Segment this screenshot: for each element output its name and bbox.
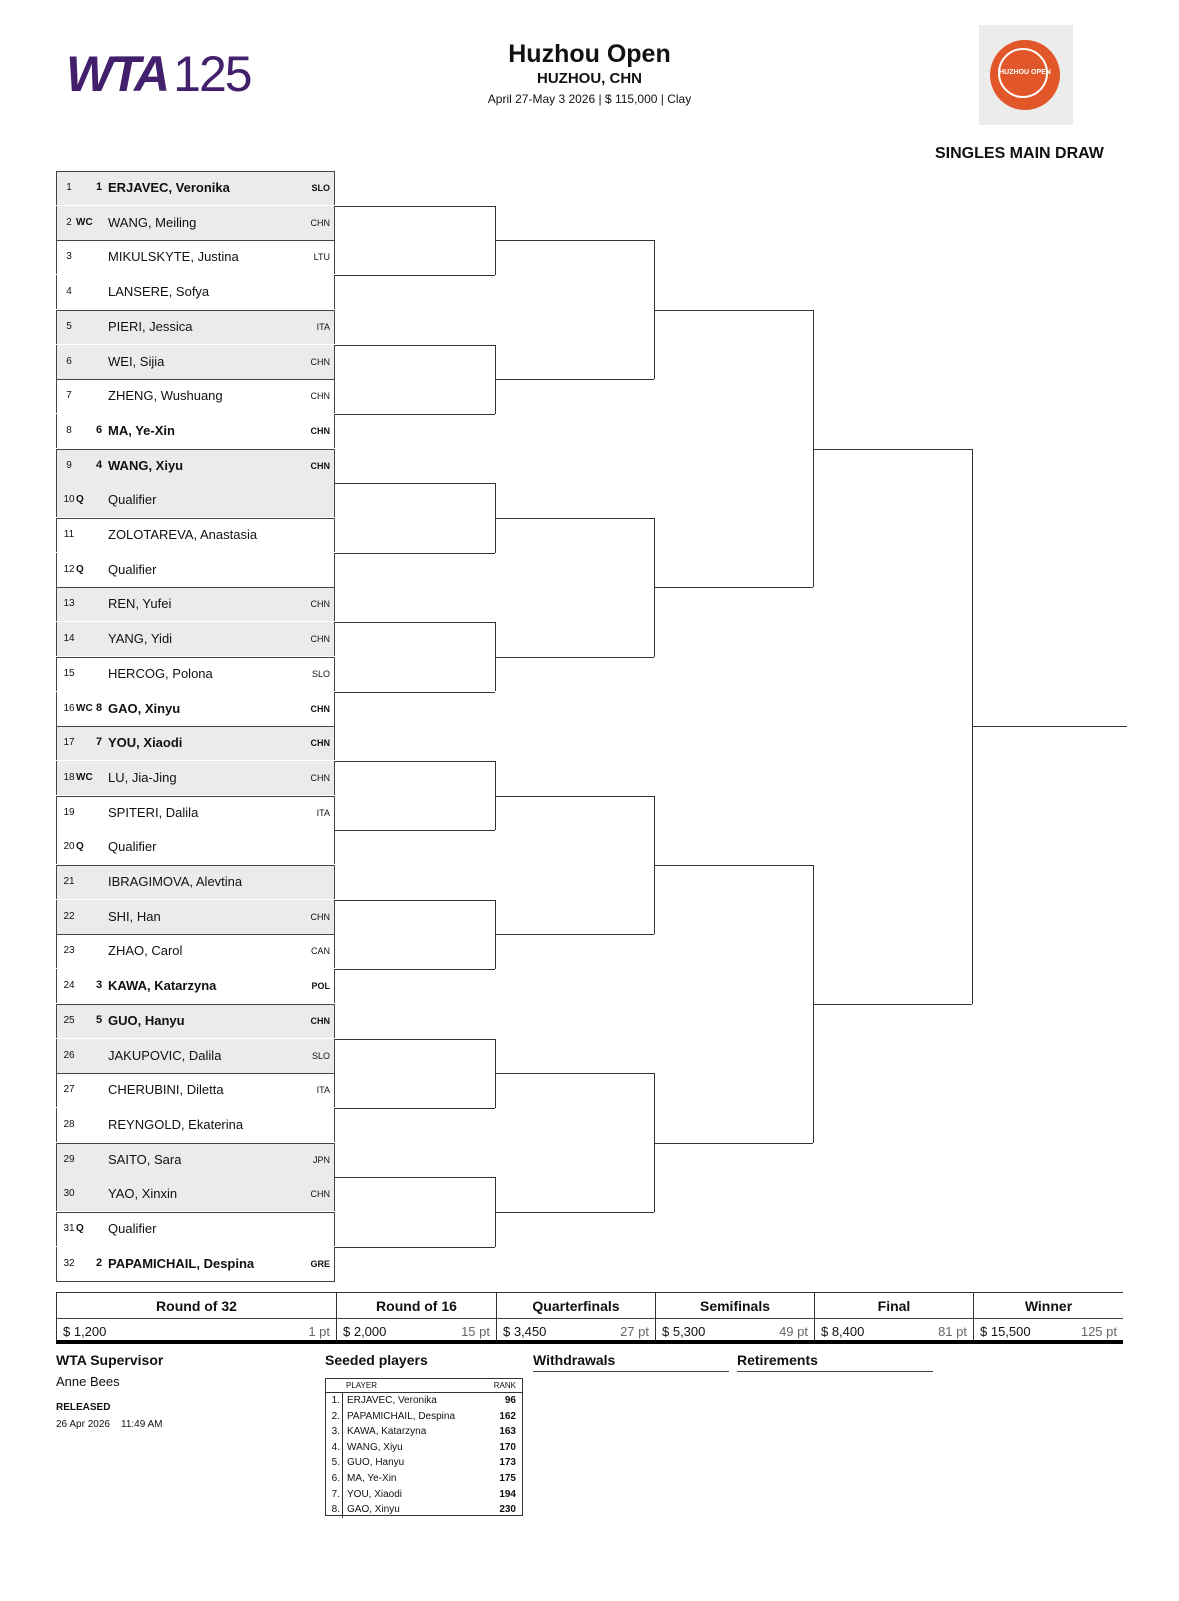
draw-position: 4 <box>66 286 72 298</box>
player-name: REN, Yufei <box>108 596 172 612</box>
draw-position: 29 <box>63 1153 75 1165</box>
player-nationality: POL <box>311 981 330 992</box>
pair-divider <box>56 1212 335 1213</box>
entry-status: WC <box>76 216 93 228</box>
player-name: SHI, Han <box>108 908 161 924</box>
draw-position: 14 <box>63 633 75 645</box>
player-name: JAKUPOVIC, Dalila <box>108 1047 222 1063</box>
seed-player-name: WANG, Xiyu <box>347 1441 403 1453</box>
round-name: Quarterfinals <box>532 1298 620 1314</box>
entry-status: WC <box>76 702 93 714</box>
player-name: SAITO, Sara <box>108 1151 182 1167</box>
seed-separator <box>342 1471 343 1487</box>
entry-status: Q <box>76 841 84 853</box>
seed-row <box>326 1487 522 1503</box>
player-name: Qualifier <box>108 492 157 508</box>
draw-position: 18 <box>63 771 75 783</box>
player-nationality: CHN <box>310 460 330 471</box>
bracket-line <box>335 414 495 415</box>
player-nationality: LTU <box>313 252 330 263</box>
bracket-line <box>335 206 495 207</box>
seed-row <box>326 1424 522 1440</box>
seed-player-rank: 170 <box>499 1441 516 1453</box>
seed-separator <box>342 1393 343 1409</box>
prize-money: $ 2,000 <box>343 1324 387 1339</box>
bracket-line <box>335 1247 495 1248</box>
draw-slot <box>56 483 335 517</box>
player-name: Qualifier <box>108 1221 157 1236</box>
ranking-points: 1 pt <box>308 1324 330 1339</box>
seeded-players-table <box>325 1378 523 1516</box>
player-name: IBRAGIMOVA, Alevtina <box>108 874 243 889</box>
seed-player-rank: 173 <box>499 1457 516 1469</box>
draw-slot <box>56 518 335 552</box>
seed-number: 4 <box>96 458 103 471</box>
bracket-line <box>335 1177 495 1178</box>
draw-position: 19 <box>63 806 75 818</box>
player-nationality: CHN <box>310 356 330 367</box>
player-nationality: CHN <box>310 772 330 783</box>
player-name: GUO, Hanyu <box>108 1012 185 1028</box>
draw-slot <box>56 206 335 240</box>
draw-slot <box>56 171 335 205</box>
pair-divider <box>56 1073 335 1074</box>
prize-money: $ 5,300 <box>662 1324 706 1339</box>
player-name: HERCOG, Polona <box>108 665 213 681</box>
bracket-line <box>335 761 495 762</box>
prize-table-top-border <box>56 1292 1123 1293</box>
player-name: ERJAVEC, Veronika <box>108 180 230 195</box>
player-nationality: CAN <box>310 946 330 957</box>
draw-position: 13 <box>63 598 75 610</box>
player-name: MIKULSKYTE, Justina <box>108 249 239 265</box>
draw-title: SINGLES MAIN DRAW <box>935 145 1104 162</box>
draw-slot <box>56 830 335 864</box>
draw-position: 5 <box>66 320 72 332</box>
seeded-players-label: Seeded players <box>325 1352 428 1368</box>
logo-125-text: 125 <box>173 46 251 102</box>
draw-slot <box>56 414 335 448</box>
player-nationality: JPN <box>312 1154 330 1165</box>
player-name: YOU, Xiaodi <box>108 735 183 751</box>
seed-player-rank: 162 <box>499 1410 516 1422</box>
draw-slot <box>56 1073 335 1107</box>
entry-status: Q <box>76 563 84 575</box>
bracket-line <box>654 587 813 588</box>
ranking-points: 15 pt <box>461 1324 490 1339</box>
entry-status: Q <box>76 494 84 506</box>
seed-rank-number: 8. <box>331 1504 340 1516</box>
seed-player-rank: 230 <box>499 1504 516 1516</box>
player-nationality: CHN <box>310 738 330 749</box>
pair-divider <box>56 726 335 727</box>
player-name: LU, Jia-Jing <box>108 769 177 785</box>
prize-money: $ 15,500 <box>980 1324 1031 1339</box>
ranking-points: 81 pt <box>938 1324 967 1339</box>
prize-column <box>336 1293 496 1343</box>
draw-position: 20 <box>63 841 75 853</box>
player-nationality: CHN <box>310 634 330 645</box>
seed-player-rank: 175 <box>499 1473 516 1484</box>
seed-player-name: GAO, Xinyu <box>347 1504 400 1516</box>
player-name: Qualifier <box>108 839 157 855</box>
player-nationality: SLO <box>311 668 330 679</box>
released-time: 11:49 AM <box>121 1419 163 1430</box>
bracket-line <box>495 518 654 519</box>
seed-player-name: PAPAMICHAIL, Despina <box>347 1410 456 1422</box>
bracket-line <box>335 553 495 554</box>
seed-number: 7 <box>96 736 103 749</box>
draw-position: 28 <box>63 1118 75 1130</box>
draw-slot <box>56 553 335 587</box>
seed-rank-number: 2. <box>331 1410 340 1422</box>
seed-number: 5 <box>96 1013 103 1026</box>
player-name: REYNGOLD, Ekaterina <box>108 1116 244 1132</box>
seed-number: 3 <box>96 979 103 992</box>
prize-divider <box>656 1318 814 1319</box>
pair-divider <box>56 449 335 450</box>
draw-slot <box>56 449 335 483</box>
player-nationality: CHN <box>310 217 330 228</box>
seed-header-rank: RANK <box>493 1381 516 1390</box>
bracket-line <box>654 1143 813 1144</box>
seed-rank-number: 5. <box>331 1457 340 1469</box>
bracket-line <box>654 865 813 866</box>
player-name: SPITERI, Dalila <box>108 804 199 820</box>
draw-slot <box>56 1004 335 1038</box>
round-name: Final <box>877 1298 911 1314</box>
seed-separator <box>342 1424 343 1440</box>
bracket-line <box>813 449 972 450</box>
seed-player-name: GUO, Hanyu <box>347 1457 405 1469</box>
player-nationality: ITA <box>316 1085 330 1096</box>
released-date: 26 Apr 2026 <box>56 1419 110 1430</box>
prize-divider <box>337 1318 496 1319</box>
seed-player-rank: 96 <box>504 1395 516 1406</box>
draw-position: 16 <box>63 702 75 714</box>
emblem-text: HUZHOU OPEN <box>999 69 1051 76</box>
draw-position: 2 <box>66 216 72 228</box>
pair-divider <box>56 310 335 311</box>
draw-slot <box>56 657 335 691</box>
prize-column <box>973 1293 1123 1343</box>
prize-column <box>56 1293 336 1343</box>
prize-money: $ 1,200 <box>63 1324 107 1339</box>
draw-slot <box>56 900 335 934</box>
player-nationality: CHN <box>310 599 330 610</box>
seed-row <box>326 1409 522 1425</box>
draw-slot <box>56 969 335 1003</box>
prize-money: $ 8,400 <box>821 1324 865 1339</box>
round-name: Semifinals <box>699 1298 771 1314</box>
seed-rank-number: 3. <box>331 1426 340 1438</box>
draw-slot <box>56 1212 335 1246</box>
bracket-line <box>972 726 1127 727</box>
player-name: WANG, Xiyu <box>108 457 184 473</box>
huzhou-open-emblem <box>979 25 1073 125</box>
draw-slot <box>56 1247 335 1281</box>
tournament-title: Huzhou Open <box>508 40 671 68</box>
player-name: ZOLOTAREVA, Anastasia <box>108 527 258 542</box>
pair-divider <box>56 657 335 658</box>
player-name: YAO, Xinxin <box>108 1186 178 1202</box>
seed-rank-number: 4. <box>331 1441 340 1453</box>
draw-position: 11 <box>63 529 75 540</box>
draw-position: 24 <box>63 980 75 992</box>
player-nationality: GRE <box>310 1258 330 1269</box>
seed-separator <box>342 1455 343 1471</box>
player-nationality: CHN <box>310 391 330 402</box>
draw-slot <box>56 865 335 899</box>
player-nationality: CHN <box>310 1015 330 1026</box>
draw-slot <box>56 1143 335 1177</box>
draw-position: 3 <box>66 251 72 263</box>
draw-position: 12 <box>63 563 75 575</box>
draw-position: 8 <box>66 424 72 436</box>
bracket-line <box>335 1108 495 1109</box>
seed-row <box>326 1455 522 1471</box>
bracket-line <box>495 934 654 935</box>
draw-position: 7 <box>66 390 72 402</box>
prize-divider <box>57 1318 336 1319</box>
seed-row <box>326 1440 522 1456</box>
pair-divider <box>56 240 335 241</box>
draw-slot <box>56 345 335 379</box>
draw-position: 32 <box>63 1257 75 1269</box>
player-name: ZHAO, Carol <box>108 943 183 959</box>
bracket-line <box>335 692 495 693</box>
bracket-line <box>495 379 654 380</box>
prize-divider <box>974 1318 1123 1319</box>
withdrawals-label: Withdrawals <box>533 1352 616 1368</box>
bracket-line <box>335 1039 495 1040</box>
seed-separator <box>342 1487 343 1503</box>
seed-player-name: YOU, Xiaodi <box>347 1488 403 1500</box>
tournament-info: April 27-May 3 2026 | $ 115,000 | Clay <box>487 92 692 106</box>
bracket-line <box>335 830 495 831</box>
bracket-line <box>335 622 495 623</box>
seed-number: 8 <box>96 701 103 714</box>
ranking-points: 27 pt <box>620 1324 649 1339</box>
player-name: KAWA, Katarzyna <box>108 978 217 994</box>
draw-position: 10 <box>63 494 75 506</box>
prize-divider <box>815 1318 973 1319</box>
player-nationality: CHN <box>310 911 330 922</box>
seed-rank-number: 1. <box>331 1395 340 1406</box>
player-name: LANSERE, Sofya <box>108 284 210 300</box>
draw-position: 22 <box>63 910 75 922</box>
seed-rank-number: 6. <box>331 1473 340 1484</box>
supervisor-label: WTA Supervisor <box>56 1352 164 1368</box>
draw-slot <box>56 726 335 760</box>
prize-column <box>655 1293 814 1343</box>
player-nationality: ITA <box>316 807 330 818</box>
draw-position: 30 <box>63 1188 75 1200</box>
player-name: CHERUBINI, Diletta <box>108 1082 224 1098</box>
prize-column <box>496 1293 655 1343</box>
seed-row <box>326 1393 522 1409</box>
seed-number: 1 <box>96 181 103 193</box>
player-nationality: SLO <box>311 183 330 193</box>
player-name: ZHENG, Wushuang <box>108 388 223 404</box>
bracket-line <box>495 1212 654 1213</box>
pair-divider <box>56 1281 335 1282</box>
bracket-line <box>335 900 495 901</box>
player-name: WANG, Meiling <box>108 214 197 230</box>
seed-row <box>326 1471 522 1487</box>
pair-divider <box>56 171 335 172</box>
retirements-label: Retirements <box>737 1352 818 1368</box>
bracket-line <box>335 483 495 484</box>
draw-slot <box>56 796 335 830</box>
emblem-circle <box>990 40 1060 110</box>
bracket-line <box>335 969 495 970</box>
bracket-line <box>335 345 495 346</box>
bracket-line <box>654 310 813 311</box>
draw-position: 6 <box>66 355 72 367</box>
supervisor-name: Anne Bees <box>56 1374 120 1389</box>
player-nationality: SLO <box>311 1050 330 1061</box>
draw-position: 31 <box>63 1223 75 1234</box>
player-nationality: CHN <box>310 703 330 714</box>
draw-slot <box>56 240 335 274</box>
draw-position: 23 <box>63 945 75 957</box>
draw-position: 17 <box>63 737 75 749</box>
pair-divider <box>56 1004 335 1005</box>
seed-rank-number: 7. <box>331 1488 340 1500</box>
draw-position: 1 <box>66 182 72 193</box>
seed-number: 2 <box>96 1256 103 1269</box>
seed-player-rank: 163 <box>499 1426 516 1438</box>
draw-slot <box>56 934 335 968</box>
draw-position: 21 <box>63 876 75 887</box>
seed-player-name: ERJAVEC, Veronika <box>347 1395 437 1406</box>
bracket-line <box>495 1073 654 1074</box>
pair-divider <box>56 796 335 797</box>
draw-slot <box>56 1108 335 1142</box>
player-name: GAO, Xinyu <box>108 700 181 716</box>
seed-player-rank: 194 <box>499 1488 516 1500</box>
ranking-points: 125 pt <box>1080 1324 1117 1339</box>
seed-player-name: MA, Ye-Xin <box>347 1473 397 1484</box>
player-name: PIERI, Jessica <box>108 318 193 334</box>
retirements-underline <box>737 1371 933 1372</box>
draw-position: 27 <box>63 1084 75 1096</box>
prize-divider <box>497 1318 655 1319</box>
player-nationality: ITA <box>316 321 330 332</box>
tournament-location: HUZHOU, CHN <box>537 70 642 87</box>
entry-status: WC <box>76 771 93 783</box>
draw-slot <box>56 379 335 413</box>
bracket-line <box>495 796 654 797</box>
withdrawals-underline <box>533 1371 729 1372</box>
entry-status: Q <box>76 1223 84 1234</box>
draw-slot <box>56 310 335 344</box>
draw-slot <box>56 275 335 309</box>
prize-table-bottom-border <box>56 1340 1123 1344</box>
draw-slot <box>56 692 335 726</box>
player-nationality: CHN <box>310 1189 330 1200</box>
seed-separator <box>342 1409 343 1425</box>
draw-slot <box>56 622 335 656</box>
player-name: MA, Ye-Xin <box>108 422 175 438</box>
released-label: RELEASED <box>56 1402 111 1413</box>
round-name: Round of 32 <box>156 1298 237 1314</box>
round-name: Winner <box>1024 1298 1073 1314</box>
pair-divider <box>56 587 335 588</box>
player-name: YANG, Yidi <box>108 631 173 647</box>
logo-wta-text: WTA <box>66 46 168 102</box>
bracket-line <box>813 1004 972 1005</box>
seed-number: 6 <box>96 423 103 436</box>
ranking-points: 49 pt <box>779 1324 808 1339</box>
seed-separator <box>342 1502 343 1518</box>
draw-position: 15 <box>63 667 75 679</box>
prize-column <box>814 1293 973 1343</box>
seed-row <box>326 1502 522 1518</box>
pair-divider <box>56 1143 335 1144</box>
player-nationality: CHN <box>310 425 330 436</box>
draw-position: 9 <box>66 459 72 471</box>
round-name: Round of 16 <box>376 1298 457 1314</box>
bracket-line <box>495 240 654 241</box>
prize-money: $ 3,450 <box>503 1324 547 1339</box>
draw-position: 26 <box>63 1049 75 1061</box>
bracket-line <box>495 657 654 658</box>
player-name: PAPAMICHAIL, Despina <box>108 1255 255 1271</box>
seed-separator <box>342 1440 343 1456</box>
draw-slot <box>56 1177 335 1211</box>
seed-player-name: KAWA, Katarzyna <box>347 1426 427 1438</box>
draw-slot <box>56 761 335 795</box>
draw-slot <box>56 1039 335 1073</box>
pair-divider <box>56 518 335 519</box>
pair-divider <box>56 865 335 866</box>
seed-header-player: PLAYER <box>346 1381 377 1390</box>
player-name: WEI, Sijia <box>108 353 165 369</box>
player-name: Qualifier <box>108 561 157 577</box>
draw-slot <box>56 587 335 621</box>
bracket-line <box>335 275 495 276</box>
pair-divider <box>56 379 335 380</box>
pair-divider <box>56 934 335 935</box>
draw-position: 25 <box>63 1014 75 1026</box>
